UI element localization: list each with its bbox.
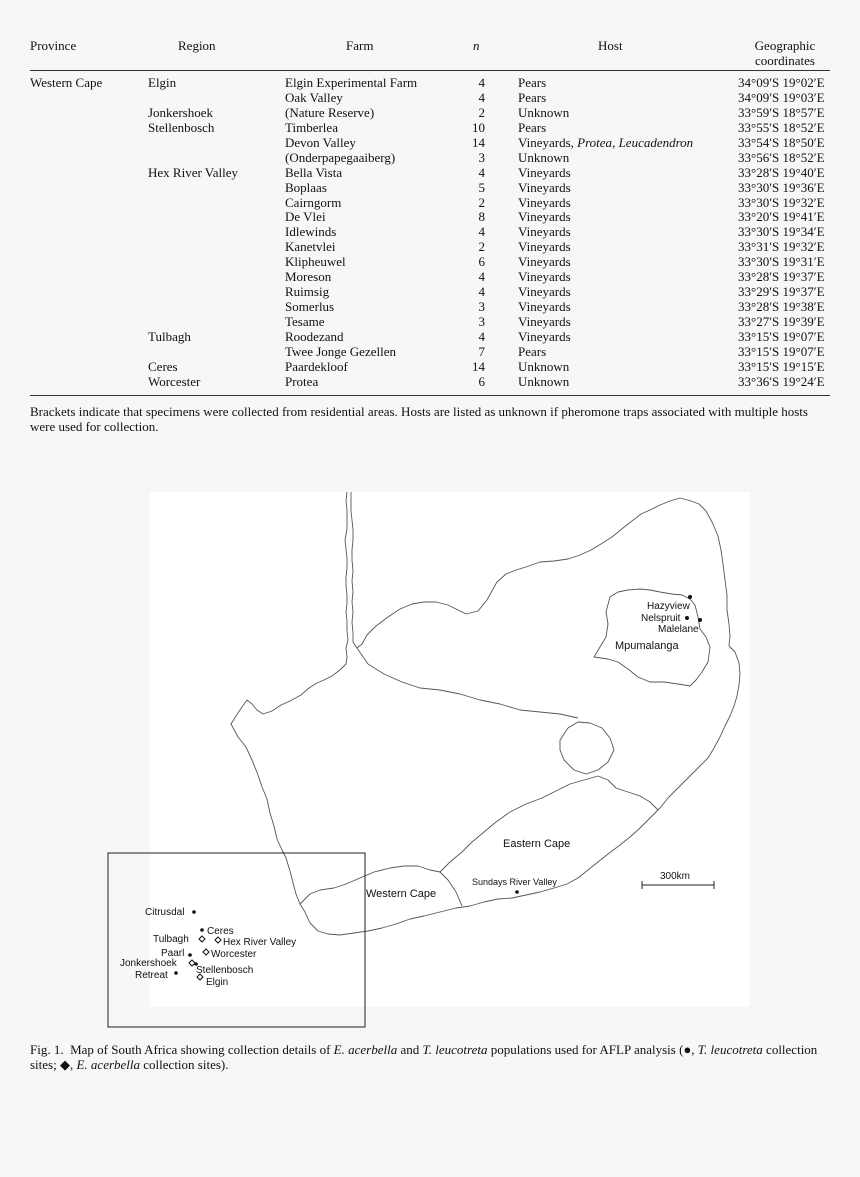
cell-coords: 33°28′S 19°38′E (738, 299, 825, 315)
cell-coords: 33°29′S 19°37′E (738, 284, 825, 300)
cell-n: 3 (478, 299, 485, 315)
label-nelspruit: Nelspruit (641, 613, 681, 624)
label-tulbagh: Tulbagh (153, 934, 189, 945)
table-row (30, 180, 830, 195)
cell-host: Pears (518, 119, 547, 135)
header-farm: Farm (346, 38, 374, 53)
figure-caption (30, 1042, 835, 1072)
header-host: Host (598, 38, 623, 53)
label-ceres: Ceres (207, 926, 234, 937)
cell-region: Ceres (148, 358, 178, 374)
site-diamond-tulbagh (199, 936, 205, 942)
cell-coords: 33°59′S 18°57′E (738, 104, 825, 120)
site-dot-malelane (698, 618, 702, 622)
label-citrusdal: Citrusdal (145, 907, 185, 918)
cell-host: Vineyards (518, 299, 571, 315)
cell-n: 2 (478, 239, 485, 255)
table-row (30, 224, 830, 239)
table-row (30, 105, 830, 120)
caption-text-5: collection sites; (30, 1042, 818, 1072)
cell-n: 4 (478, 89, 485, 105)
cell-n: 2 (478, 104, 485, 120)
cell-n: 4 (478, 224, 485, 240)
cell-farm: Kanetvlei (285, 239, 336, 255)
cell-host: Vineyards (518, 284, 571, 300)
label-western-cape: Western Cape (366, 888, 437, 900)
table-rule-bottom (30, 395, 830, 396)
label-sundays-river-valley: Sundays River Valley (472, 877, 557, 887)
cell-coords: 33°15′S 19°15′E (738, 358, 825, 374)
caption-text-4: , (691, 1042, 698, 1057)
cell-coords: 33°30′S 19°34′E (738, 224, 825, 240)
cell-coords: 33°55′S 18°52′E (738, 119, 825, 135)
table-row (30, 165, 830, 180)
table-row (30, 299, 830, 314)
cell-n: 5 (478, 179, 485, 195)
site-dot-hazyview (688, 595, 692, 599)
province-border-north (357, 648, 578, 718)
cell-n: 4 (478, 284, 485, 300)
header-geo-line1: Geographic (754, 38, 816, 53)
cell-farm: Timberlea (285, 119, 338, 135)
cell-coords: 34°09′S 19°02′E (738, 75, 825, 90)
cell-farm: Klipheuwel (285, 254, 346, 270)
cell-coords: 33°31′S 19°32′E (738, 239, 825, 255)
cell-farm: (Onderpapegaaiberg) (285, 149, 396, 165)
cell-coords: 33°28′S 19°37′E (738, 269, 825, 285)
caption-species-2: T. leucotreta (422, 1042, 488, 1057)
cell-n: 3 (478, 149, 485, 165)
site-diamond-jonkershoek (189, 960, 195, 966)
cell-host: Vineyards (518, 224, 571, 240)
site-dot-citrusdal (192, 910, 196, 914)
cell-host: Pears (518, 75, 547, 90)
table-row (30, 239, 830, 254)
western-cape-outline (300, 866, 462, 906)
label-hex-river-valley: Hex River Valley (223, 937, 297, 948)
cell-farm: Somerlus (285, 299, 335, 315)
cell-n: 14 (472, 358, 485, 374)
cell-farm: Elgin Experimental Farm (285, 75, 418, 90)
cell-coords: 33°56′S 18°52′E (738, 149, 825, 165)
caption-text-2: and (397, 1042, 423, 1057)
map-scale-bar (642, 871, 714, 889)
cell-coords: 33°30′S 19°36′E (738, 179, 825, 195)
cell-farm: Ruimsig (285, 284, 330, 300)
cell-farm: Moreson (285, 269, 332, 285)
header-geographic-coordinates (750, 38, 820, 68)
table-row (30, 314, 830, 329)
cell-host: Vineyards (518, 164, 571, 180)
cell-farm: Oak Valley (285, 89, 343, 105)
table-footnote: Brackets indicate that specimens were collected from residential areas. Hosts are listed as unknown if pheromone traps associated with multiple hosts were used for collection. (30, 404, 808, 434)
cell-host: Unknown (518, 149, 570, 165)
scale-label: 300km (660, 871, 691, 882)
cell-coords: 33°27′S 19°39′E (738, 314, 825, 329)
site-diamond-hex-river (215, 937, 221, 943)
table-row (30, 150, 830, 165)
cell-coords: 33°28′S 19°40′E (738, 164, 825, 180)
table-row (30, 359, 830, 374)
cell-n: 6 (478, 254, 485, 270)
caption-fig-label: Fig. 1. (30, 1042, 64, 1057)
label-jonkershoek: Jonkershoek (120, 958, 177, 969)
cell-coords: 34°09′S 19°03′E (738, 89, 825, 105)
table-body (30, 70, 830, 389)
cell-farm: Protea (285, 373, 319, 389)
cell-n: 14 (472, 134, 485, 150)
south-africa-outline (231, 492, 740, 935)
label-hazyview: Hazyview (647, 601, 690, 612)
caption-text-3: populations used for AFLP analysis ( (487, 1042, 684, 1057)
cell-region: Stellenbosch (148, 119, 215, 135)
label-retreat: Retreat (135, 970, 168, 981)
cell-farm: Cairngorm (285, 194, 342, 210)
label-elgin: Elgin (206, 977, 229, 988)
site-dot-ceres (200, 928, 204, 932)
label-paarl: Paarl (161, 948, 185, 959)
label-stellenbosch: Stellenbosch (196, 965, 254, 976)
site-dot-retreat (174, 971, 178, 975)
cell-farm: (Nature Reserve) (285, 104, 375, 120)
table-row (30, 75, 830, 90)
cell-host: Vineyards (518, 328, 571, 344)
cell-region: Hex River Valley (148, 164, 239, 180)
cell-host: Unknown (518, 358, 570, 374)
lesotho-outline (560, 722, 614, 774)
cell-farm: Tesame (285, 314, 325, 329)
cell-region: Elgin (148, 75, 177, 90)
cell-n: 7 (478, 343, 485, 359)
cell-n: 4 (478, 269, 485, 285)
cell-n: 4 (478, 164, 485, 180)
cell-farm: Bella Vista (285, 164, 343, 180)
cell-coords: 33°15′S 19°07′E (738, 328, 825, 344)
collection-table (30, 34, 830, 389)
cell-farm: De Vlei (285, 209, 326, 225)
label-worcester: Worcester (211, 949, 257, 960)
caption-diamond-symbol: ◆ (59, 1057, 70, 1072)
cell-host: Vineyards (518, 194, 571, 210)
label-mpumalanga: Mpumalanga (615, 640, 679, 652)
cell-n: 8 (478, 209, 485, 225)
cell-host: Vineyards, Protea, Leucadendron (518, 134, 694, 150)
table-row (30, 195, 830, 210)
table-row (30, 254, 830, 269)
cell-coords: 33°36′S 19°24′E (738, 373, 825, 389)
cell-province: Western Cape (30, 75, 103, 90)
site-diamond-worcester (203, 949, 209, 955)
cell-farm: Paardekloof (285, 358, 348, 374)
table-row (30, 374, 830, 389)
cell-host: Vineyards (518, 269, 571, 285)
site-dot-paarl (188, 953, 192, 957)
cell-host: Unknown (518, 373, 570, 389)
cell-farm: Devon Valley (285, 134, 356, 150)
table-rule-top (30, 70, 830, 71)
cell-region: Jonkershoek (148, 104, 213, 120)
cell-coords: 33°30′S 19°32′E (738, 194, 825, 210)
cell-n: 3 (478, 314, 485, 329)
caption-dot-symbol: ● (683, 1042, 692, 1057)
table-row (30, 135, 830, 150)
caption-species-3: T. leucotreta (697, 1042, 763, 1057)
caption-species-4: E. acerbella (76, 1057, 141, 1072)
table-row (30, 284, 830, 299)
cell-host: Vineyards (518, 239, 571, 255)
cell-farm: Roodezand (285, 328, 344, 344)
site-dot-nelspruit (685, 616, 689, 620)
table-row (30, 120, 830, 135)
cell-host: Pears (518, 89, 547, 105)
cell-farm: Idlewinds (285, 224, 337, 240)
cell-host: Unknown (518, 104, 570, 120)
header-n: n (473, 38, 480, 53)
cell-coords: 33°15′S 19°07′E (738, 343, 825, 359)
caption-text-6: , (69, 1057, 77, 1072)
cell-n: 6 (478, 373, 485, 389)
cell-n: 10 (472, 119, 485, 135)
cell-region: Tulbagh (148, 328, 191, 344)
south-africa-map (120, 492, 750, 1007)
table-row (30, 90, 830, 105)
cell-host: Pears (518, 343, 547, 359)
cell-farm: Twee Jonge Gezellen (285, 343, 396, 359)
header-region: Region (178, 38, 216, 53)
header-province: Province (30, 38, 77, 53)
table-row (30, 209, 830, 224)
cell-coords: 33°30′S 19°31′E (738, 254, 825, 270)
label-eastern-cape: Eastern Cape (503, 838, 571, 850)
cell-n: 4 (478, 75, 485, 90)
cell-region: Worcester (148, 373, 201, 389)
table-row (30, 344, 830, 359)
table-header (30, 34, 830, 70)
cell-host: Vineyards (518, 209, 571, 225)
eastern-cape-outline (440, 776, 658, 872)
cell-host: Vineyards (518, 179, 571, 195)
label-malelane: Malelane (658, 624, 699, 635)
table-row (30, 329, 830, 344)
caption-text-1: Map of South Africa showing collection details of (70, 1042, 334, 1057)
caption-text-7: collection sites). (140, 1057, 229, 1072)
caption-species-1: E. acerbella (333, 1042, 398, 1057)
site-dot-sundays (515, 890, 519, 894)
cell-coords: 33°54′S 18°50′E (738, 134, 825, 150)
table-row (30, 269, 830, 284)
cell-farm: Boplaas (285, 179, 327, 195)
cell-host: Vineyards (518, 254, 571, 270)
cell-n: 4 (478, 328, 485, 344)
cell-host: Vineyards (518, 314, 571, 329)
header-geo-line2: coordinates (755, 53, 815, 68)
cell-n: 2 (478, 194, 485, 210)
cell-coords: 33°20′S 19°41′E (738, 209, 825, 225)
